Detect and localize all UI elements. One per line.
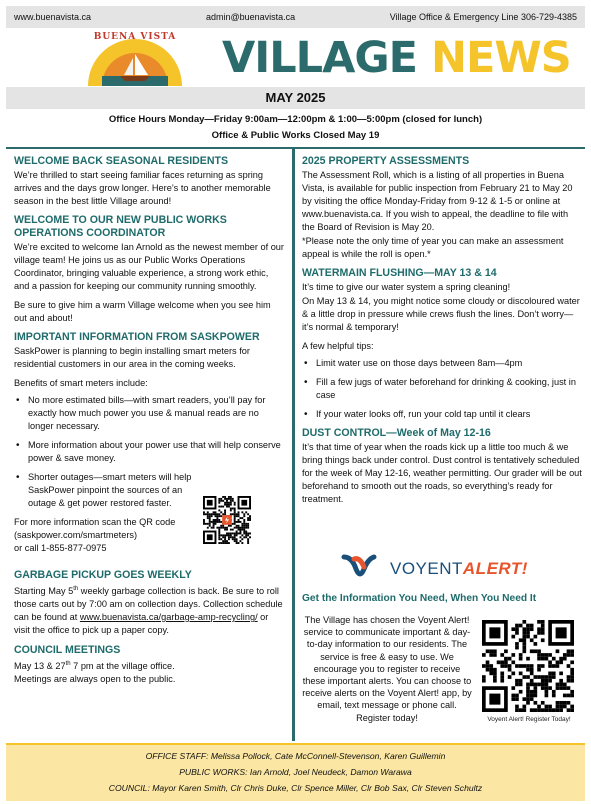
list-item: • Fill a few jugs of water beforehand for drinking & cooking, just in case bbox=[302, 376, 582, 402]
garbage-text: or visit the office to pick up a paper copy. bbox=[14, 612, 269, 636]
list-item: • If your water looks off, run your cold tap until it clears bbox=[302, 408, 582, 421]
welcome-body: We’re thrilled to start seeing familiar faces returning as spring arrives and the days grow longer. Here’s to another memorable season in the best little Village around! bbox=[14, 170, 271, 206]
saskpower-qr-code[interactable] bbox=[203, 496, 251, 544]
voyent-qr-code[interactable] bbox=[482, 620, 574, 712]
list-item: • More information about your power use that will help conserve power & save money. bbox=[14, 439, 284, 465]
watermain-tips-intro: A few helpful tips: bbox=[302, 341, 374, 351]
council-body bbox=[14, 658, 284, 686]
public-works-line: PUBLIC WORKS: Ian Arnold, Joel Neudeck, Damon Warawa bbox=[179, 767, 412, 777]
voyent-body: The Village has chosen the Voyent Alert! service to communicate important & day-to-day information to our residents. The service is free & easy to use. We encourage you to register to receive these important alerts. You can choose to receive alerts on the Voyent Alert! app, by email, text message or phone call. Register today! bbox=[302, 615, 472, 723]
council-open-note: Meetings are always open to the public. bbox=[14, 674, 176, 685]
alert-word: ALERT! bbox=[462, 559, 528, 578]
office-phone: Village Office & Emergency Line 306-729-4385 bbox=[389, 12, 577, 22]
hours-line: Office Hours Monday—Friday 9:00am—12:00pm & 1:00—5:00pm (closed for lunch) bbox=[108, 114, 483, 125]
saskpower-benefits-list bbox=[14, 394, 284, 510]
council-text: 7 pm at the village office. bbox=[70, 661, 175, 672]
welcome-heading: WELCOME BACK SEASONAL RESIDENTS bbox=[14, 155, 229, 167]
header-divider bbox=[6, 147, 585, 149]
saskpower-benefits-intro: Benefits of smart meters include: bbox=[14, 378, 148, 388]
closed-line: Office & Public Works Closed May 19 bbox=[211, 130, 380, 141]
watermain-intro: It’s time to give our water system a spring cleaning! bbox=[302, 282, 511, 292]
garbage-sup: th bbox=[73, 586, 79, 592]
garbage-text: weekly garbage collection is back. Be sure to roll those carts out by 7:00 am on collection days. Collection schedule can be found at bbox=[14, 586, 283, 623]
voyent-word: VOYENT bbox=[390, 559, 463, 578]
title-news: NEWS bbox=[431, 33, 571, 83]
list-item: • No more estimated bills—with smart readers, you’ll pay for exactly how much power you use & manual reads are no longer necessary. bbox=[14, 394, 284, 433]
garbage-heading: GARBAGE PICKUP GOES WEEKLY bbox=[14, 569, 192, 581]
office-hours bbox=[0, 112, 591, 144]
assessment-heading: 2025 PROPERTY ASSESSMENTS bbox=[302, 155, 470, 167]
contact-bar bbox=[6, 6, 585, 28]
left-column bbox=[14, 152, 284, 686]
council-line: COUNCIL: Mayor Karen Smith, Clr Chris Duke, Clr Spence Miller, Clr Bob Sax, Clr Steven Schultz bbox=[108, 783, 483, 793]
list-item: • Limit water use on those days between 8am—4pm bbox=[302, 357, 582, 370]
public-works-welcome: Be sure to give him a warm Village welcome when you see him out and about! bbox=[14, 300, 271, 323]
garbage-schedule-link[interactable]: www.buenavista.ca/garbage-amp-recycling/ bbox=[79, 612, 258, 623]
assessment-body: The Assessment Roll, which is a listing of all properties in Buena Vista, is available for public inspection from February 21 to May 20 by visiting the office Monday-Friday from 9-12 & 1-5 or online at www.buenavista.ca. If you wish to appeal, the deadline to file with the Board of Revision is May 20. bbox=[302, 170, 573, 232]
masthead bbox=[0, 30, 591, 86]
public-works-body: We’re excited to welcome Ian Arnold as the newest member of our village team! He joins us as our Public Works Operations Coordinator, bringing valuable experience, a strong work ethic, and a passion for keeping our community running smoothly. bbox=[14, 242, 284, 291]
village-logo bbox=[80, 32, 190, 86]
get-info-heading: Get the Information You Need, When You Need It bbox=[302, 593, 537, 604]
title-village: VILLAGE bbox=[222, 33, 418, 83]
garbage-body bbox=[14, 583, 284, 637]
saskpower-heading: IMPORTANT INFORMATION FROM SASKPOWER bbox=[14, 331, 260, 343]
watermain-tips-list bbox=[302, 357, 582, 421]
watermain-body: On May 13 & 14, you might notice some cloudy or discoloured water & a little drop in pressure while crews flush the lines. Don’t worry—it’s normal & temporary! bbox=[302, 296, 580, 332]
office-staff-line: OFFICE STAFF: Melissa Pollock, Cate McConnell-Stevenson, Karen Guillemin bbox=[145, 751, 446, 761]
voyent-qr-caption: Voyent Alert! Register Today! bbox=[487, 716, 571, 723]
more-info-phone: or call 1-855-877-0975 bbox=[14, 543, 107, 553]
email-link[interactable]: admin@buenavista.ca bbox=[206, 12, 296, 22]
logo-lettering: BUENA VISTA bbox=[93, 32, 177, 42]
voyent-wordmark bbox=[390, 559, 528, 579]
staff-footer bbox=[6, 743, 585, 801]
list-item: • Shorter outages—smart meters will help SaskPower pinpoint the sources of an outage & get power restored faster. bbox=[14, 471, 194, 510]
more-info-line: For more information scan the QR code bbox=[14, 517, 176, 527]
council-sup: th bbox=[65, 661, 71, 668]
dust-control-body: It’s that time of year when the roads kick up a little too much & we bring things back under control. Dust control is tentatively scheduled for the week of May 12-16, weather permitting. Our grader will be out beforehand to smooth out the roads, so everything’s ready for treatment. bbox=[302, 442, 582, 504]
garbage-text: Starting May 5 bbox=[14, 586, 74, 597]
column-divider bbox=[292, 149, 295, 741]
right-column bbox=[302, 152, 582, 506]
saskpower-body: SaskPower is planning to begin installing smart meters for residential customers in our area in the coming weeks. bbox=[14, 346, 250, 369]
dust-control-heading: DUST CONTROL—Week of May 12-16 bbox=[302, 427, 491, 439]
council-text: May 13 & 27 bbox=[14, 661, 66, 672]
public-works-heading: WELCOME TO OUR NEW PUBLIC WORKS OPERATIONS COORDINATOR bbox=[14, 214, 227, 239]
watermain-heading: WATERMAIN FLUSHING—MAY 13 & 14 bbox=[302, 267, 497, 279]
council-heading: COUNCIL MEETINGS bbox=[14, 644, 121, 657]
website-link[interactable]: www.buenavista.ca bbox=[14, 12, 92, 22]
more-info-url: (saskpower.com/smartmeters) bbox=[14, 530, 138, 540]
issue-month: MAY 2025 bbox=[6, 87, 585, 109]
assessment-note: *Please note the only time of year you can make an assessment appeal is while the roll is open.* bbox=[302, 236, 564, 259]
voyent-v-icon bbox=[340, 553, 384, 585]
newsletter-title bbox=[222, 34, 571, 82]
voyent-alert-logo bbox=[340, 553, 540, 585]
